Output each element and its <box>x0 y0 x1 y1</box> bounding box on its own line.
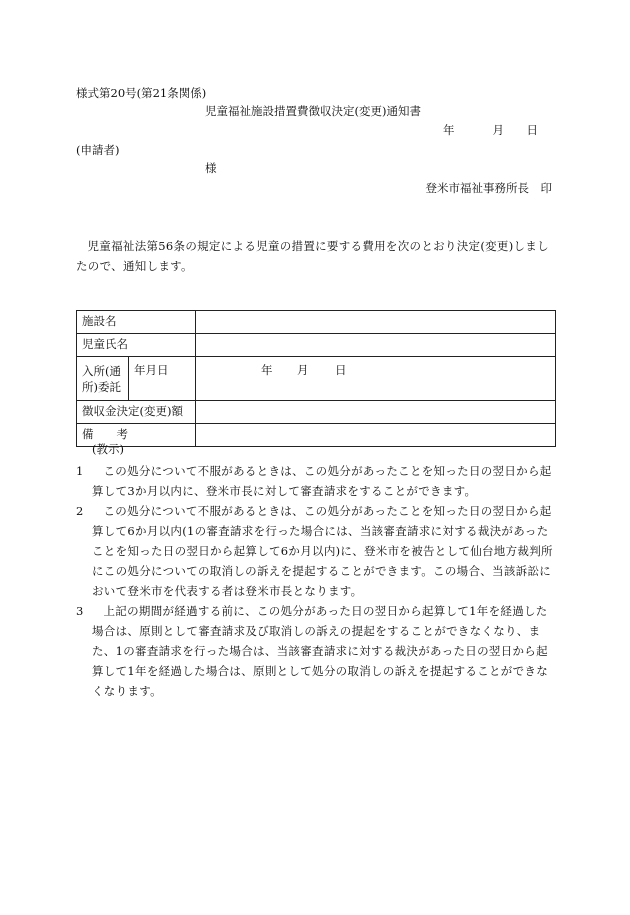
body-paragraph: 児童福祉法第56条の規定による児童の措置に要する費用を次のとおり決定(変更)しましたので、通知します。 <box>76 239 549 273</box>
table-row <box>77 424 556 447</box>
date-year: 年 <box>443 123 455 137</box>
amount-label: 徴収金決定(変更)額 <box>77 401 196 424</box>
admission-year: 年 <box>261 363 273 377</box>
table-row <box>77 401 556 424</box>
list-item <box>76 461 556 501</box>
remarks-value <box>196 424 556 447</box>
info-table <box>76 310 556 447</box>
facility-value <box>196 311 556 334</box>
table-row <box>77 334 556 357</box>
note-number: 3 <box>76 604 84 618</box>
note-number: 2 <box>76 504 84 518</box>
date-month: 月 <box>492 123 504 137</box>
list-item <box>76 601 556 701</box>
instruction-heading: (教示) <box>92 442 124 456</box>
facility-label: 施設名 <box>77 311 196 334</box>
admission-date-value <box>196 357 556 401</box>
table-row <box>77 357 556 401</box>
child-name-value <box>196 334 556 357</box>
instruction-list <box>76 461 556 701</box>
applicant-label: (申請者) <box>76 143 120 157</box>
issuer-name: 登米市福祉事務所長 印 <box>425 181 552 195</box>
note-text: この処分について不服があるときは、この処分があったことを知った日の翌日から起算して6か月以内(1の審査請求を行った場合には、当該審査請求に対する裁決があったことを知った日の翌日から起算して6か月以内)に、登米市を被告として仙台地方裁判所にこの処分についての取消しの訴えを提起することができます。この場合、当該訴訟において登米市を代表する者は登米市長となります。 <box>92 504 553 598</box>
amount-value <box>196 401 556 424</box>
note-number: 1 <box>76 464 84 478</box>
remarks-label: 備 考 <box>77 424 196 447</box>
note-text: この処分について不服があるときは、この処分があったことを知った日の翌日から起算して3か月以内に、登米市長に対して審査請求をすることができます。 <box>92 464 552 498</box>
admission-month: 月 <box>297 363 309 377</box>
admission-date-label: 年月日 <box>129 357 196 401</box>
child-name-label: 児童氏名 <box>77 334 196 357</box>
date-day: 日 <box>526 123 538 137</box>
note-text: 上記の期間が経過する前に、この処分があった日の翌日から起算して1年を経過した場合は、原則として審査請求及び取消しの訴えの提起をすることができなくなり、また、1の審査請求を行った場合は、当該審査請求に対する裁決があった日の翌日から起算して1年を経過した場合は、原則として処分の取消しの訴えを提起することができなくなります。 <box>92 604 549 698</box>
admission-day: 日 <box>335 363 347 377</box>
honorific: 様 <box>205 161 217 175</box>
table-row <box>77 311 556 334</box>
list-item <box>76 501 556 601</box>
admission-label: 入所(通所)委託 <box>77 357 129 401</box>
issue-date <box>443 123 538 139</box>
form-number: 様式第20号(第21条関係) <box>76 86 207 100</box>
document-title: 児童福祉施設措置費徴収決定(変更)通知書 <box>205 104 421 118</box>
